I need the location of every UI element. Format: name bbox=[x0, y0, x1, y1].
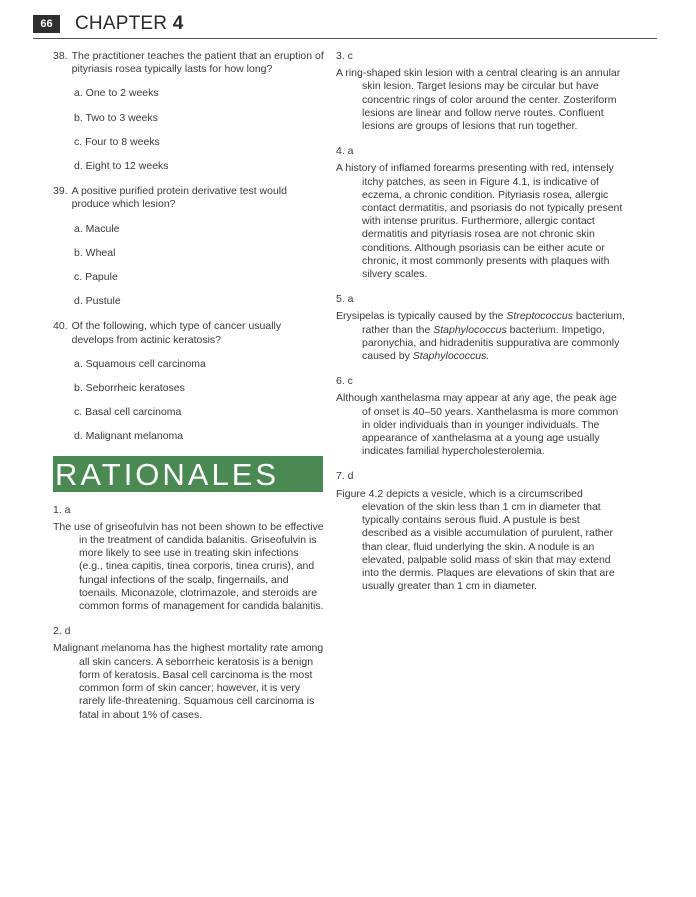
rationale-answer: 2. d bbox=[53, 625, 71, 638]
chapter-title bbox=[75, 13, 183, 35]
chapter-label: CHAPTER bbox=[75, 13, 168, 34]
rationale-text: Malignant melanoma has the highest mortality rate among all skin cancers. A seborrheic keratosis is a benign form of keratosis. Basal cell carcinoma is the most common form of skin cancer; however, it is very rarely life-threatening. Squamous cell carcinoma is fatal in about 1% of cases. bbox=[53, 642, 324, 721]
rationale-text-part: bacterium, rather than the bbox=[362, 310, 625, 336]
rationale-text-part: Erysipelas is typically caused by the bbox=[336, 310, 507, 323]
chapter-number: 4 bbox=[172, 13, 184, 34]
header-rule bbox=[33, 38, 657, 39]
question-number: 38. bbox=[53, 50, 68, 62]
rationale-text: The use of griseofulvin has not been shown to be effective in the treatment of candida balanitis. Griseofulvin is more likely to see use in treating skin infections (e.g., tinea capitis, tinea corporis, tinea cruris), and fungal infections of the scalp, fingernails, and toenails. Miconazole, clotrimazole, and steroids are common forms of management for candida balanitis. bbox=[53, 520, 324, 613]
answer-option: d. Pustule bbox=[74, 295, 121, 308]
rationale-text: A ring-shaped skin lesion with a central clearing is an annular skin lesion. Target lesions may be circular but have concentric rings of color around the center. Zosteriform lesions are linear and follow nerve routes. Confluent lesions are groups of lesions that run together. bbox=[336, 67, 621, 133]
rationale-answer: 4. a bbox=[336, 145, 354, 158]
answer-option: a. Macule bbox=[74, 222, 120, 235]
rationales-heading: RATIONALES bbox=[53, 456, 323, 492]
rationale-answer: 5. a bbox=[336, 293, 354, 306]
question-40 bbox=[53, 320, 325, 443]
organism-name: Staphylococcus. bbox=[412, 350, 490, 363]
question-39 bbox=[53, 185, 325, 308]
rationale-answer: 7. d bbox=[336, 470, 354, 483]
rationale-text: A history of inflamed forearms presenting with red, intensely itchy patches, as seen in Figure 4.1, is indicative of eczema, a chronic condition. Pityriasis rosea, allergic contact dermatitis, and psoriasis do not typically present with intense pruritus. Furthermore, allergic contact dermatitis and pityriasis rosea are not chronic skin conditions. Although psoriasis can be either acute or chronic, it most commonly presents with plaques with silvery scales. bbox=[336, 162, 623, 281]
right-column bbox=[336, 50, 626, 605]
answer-option: c. Four to 8 weeks bbox=[74, 135, 160, 148]
answer-option: b. Seborrheic keratoses bbox=[74, 382, 185, 395]
question-text: The practitioner teaches the patient that an eruption of pityriasis rosea typically lasts for how long? bbox=[71, 50, 324, 76]
answer-option: c. Basal cell carcinoma bbox=[74, 406, 182, 419]
rationale-text: Figure 4.2 depicts a vesicle, which is a circumscribed elevation of the skin less than 1 cm in diameter that typically contains serous fluid. A pustule is best described as a visible accumulation of purulent, rather than clear, fluid underlying the skin. A nodule is an elevated, palpable solid mass of skin that may extend into the dermis. Plaques are elevations of skin that are usually greater than 1 cm in diameter. bbox=[336, 487, 615, 593]
answer-option: a. One to 2 weeks bbox=[74, 87, 159, 100]
organism-name: Staphylococcus bbox=[433, 323, 507, 336]
answer-option: d. Malignant melanoma bbox=[74, 430, 184, 443]
left-column bbox=[53, 50, 325, 734]
rationale-answer: 1. a bbox=[53, 503, 71, 516]
rationale-7 bbox=[336, 470, 626, 593]
rationale-1 bbox=[53, 504, 325, 614]
page-header bbox=[33, 12, 657, 38]
rationale-4 bbox=[336, 145, 626, 281]
answer-option: b. Wheal bbox=[74, 246, 116, 259]
rationale-answer: 3. c bbox=[336, 50, 353, 62]
question-38 bbox=[53, 50, 325, 173]
rationale-text-part: bacterium. Impetigo, paronychia, and hidradenitis suppurativa are commonly caused by bbox=[362, 323, 620, 363]
page-number: 66 bbox=[33, 15, 60, 33]
rationale-3 bbox=[336, 50, 626, 133]
rationale-2 bbox=[53, 625, 325, 721]
question-number: 39. bbox=[53, 185, 68, 198]
organism-name: Streptococcus bbox=[506, 310, 573, 323]
answer-option: c. Papule bbox=[74, 271, 118, 284]
rationale-text bbox=[336, 310, 626, 363]
question-text: A positive purified protein derivative test would produce which lesion? bbox=[71, 185, 287, 211]
question-text: Of the following, which type of cancer usually develops from actinic keratosis? bbox=[71, 320, 282, 346]
rationale-5 bbox=[336, 293, 626, 363]
rationale-6 bbox=[336, 375, 626, 458]
answer-option: a. Squamous cell carcinoma bbox=[74, 357, 206, 370]
rationale-answer: 6. c bbox=[336, 375, 353, 388]
answer-option: b. Two to 3 weeks bbox=[74, 111, 158, 124]
answer-option: d. Eight to 12 weeks bbox=[74, 160, 169, 173]
question-number: 40. bbox=[53, 320, 68, 333]
rationale-text: Although xanthelasma may appear at any age, the peak age of onset is 40–50 years. Xanthelasma is more common in older individuals than in younger individuals. The appearance of xanthelasma at a young age usually indicates familial hypercholesterolemia. bbox=[336, 392, 619, 458]
